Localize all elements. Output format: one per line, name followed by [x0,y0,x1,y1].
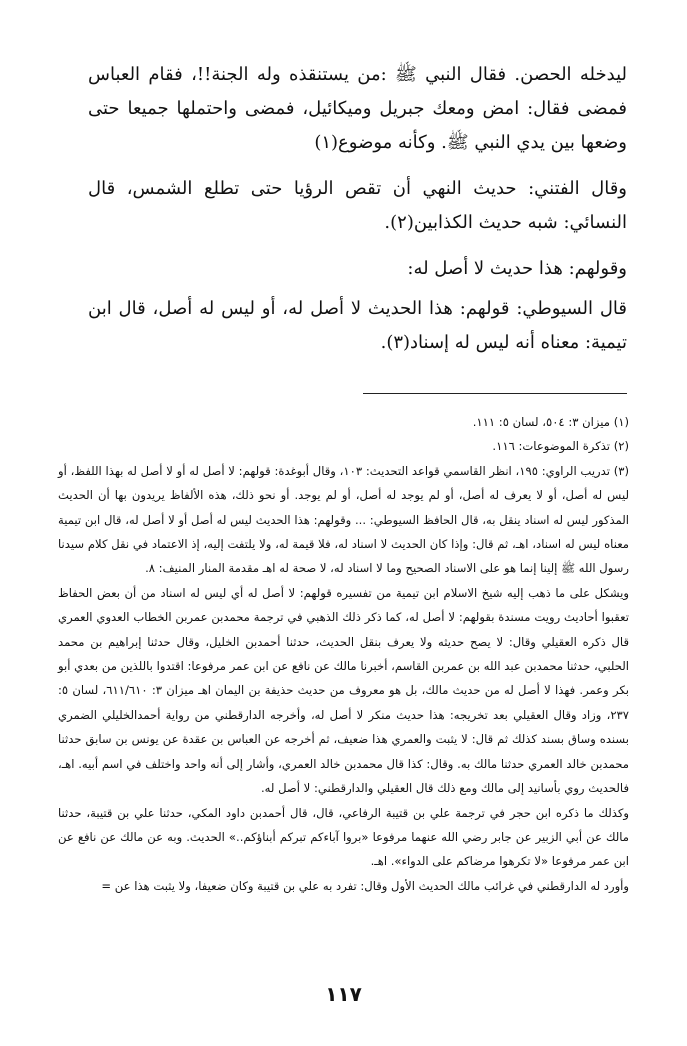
main-paragraph-1: ليدخله الحصن. فقال النبي ﷺ :من يستنقذه وله الجنة!!، فقام العباس فمضى فقال: امض ومعك جبريل وميكائيل، فمضى واحتملها جميعا حتى وضعها بين يدي النبي ﷺ. وكأنه موضوع(١) [88,64,627,153]
main-paragraph-3: وقولهم: هذا حديث لا أصل له: [407,258,627,279]
footnote-3-continued-2: وكذلك ما ذكره ابن حجر في ترجمة علي بن قتيبة الرفاعي، قال، قال أحمدبن داود المكي، حدثنا علي بن قتيبة، حدثنا مالك عن أبي الزبير عن جابر رضي الله عنهما مرفوعا «بروا آباءكم تبركم أبناؤكم..» الحديث. وبه عن مالك عن نافع عن ابن عمر مرفوعا «لا تكرهوا مرضاكم على الدواء». اهـ. [58,805,629,869]
footnote-1: (١) ميزان ٣: ٥٠٤، لسان ٥: ١١١. [472,415,629,429]
footnote-3-continued: ويشكل على ما ذهب إليه شيخ الاسلام ابن تيمية من تفسيره قولهم: لا أصل له أي ليس له اسناد من أن بعض الحفاظ تعقبوا أحاديث رويت مسندة بقولهم: لا أصل له، كما ذكر ذلك الذهبي في ترجمة محمدبن عمربن الخطاب العدوي العمري قال ذكره العقيلي وقال: لا يصح حديثه ولا يعرف بنقل الحديث، حدثنا أحمدبن الخليل، وقال حدثنا إبراهيم بن محمد الحلبي، حدثنا محمدبن عبد الله بن عمربن القاسم، أخبرنا مالك عن نافع عن ابن عمر مرفوعا: اقتدوا باللذين من بعدي أبو بكر وعمر. فهذا لا أصل له من حديث مالك، بل هو معروف من حديث حذيفة بن اليمان اهـ ميزان ٣: ٦١١/٦١٠، لسان ٥: ٢٣٧، وزاد وقال العقيلي بعد تخريجه: هذا حديث منكر لا أصل له، وأخرجه الدارقطني من رواية أحمدالخليلي الضمري بسنده وساق بسند كذلك ثم قال: لا يثبت والعمري هذا ضعيف، ثم أخرجه عن العباس بن عقدة عن يونس بن سابق حدثنا محمدبن خالد العمري حدثنا مالك به. وقال: كذا قال محمدبن خالد العمري، وأشار إلى أنه واحد واختلف في اسم أبيه. اهـ، فالحديث روي بأسانيد إلى مالك ومع ذلك قال العقيلي والدارقطني: لا أصل له. [58,585,629,796]
footnote-3-continued-3: وأورد له الدارقطني في غرائب مالك الحديث الأول وقال: تفرد به علي بن قتيبة وكان ضعيفا، ولا يثبت هذا عن = [101,878,629,893]
main-paragraph-2: وقال الفتني: حديث النهي أن تقص الرؤيا حتى تطلع الشمس، قال النسائي: شبه حديث الكذابين(٢). [88,178,627,233]
footnote-2: (٢) تذكرة الموضوعات: ١١٦. [492,439,629,454]
footnote-3: (٣) تدريب الراوي: ١٩٥، انظر القاسمي قواعد التحديث: ١٠٣، وقال أبوغدة: قولهم: لا أصل له أو لا أصل له بهذا اللفظ، أو ليس له أصل، أو لا يعرف له أصل، أو لم يوجد له أصل، أو لم يوجد. أو نحو ذلك، هذه الألفاظ يريدون بها أن الحديث المذكور ليس له اسناد ينقل به، قال الحافظ السيوطي: ... وقولهم: هذا الحديث ليس له أصل أو لا أصل له، قال ابن تيمية معناه ليس له اسناد، اهـ، ثم قال: وإذا كان الحديث لا اسناد له، فلا قيمة له، ولا يلتفت إليه، إذ الاعتماد في نقل كلام سيدنا رسول الله ﷺ إلينا إنما هو على الاسناد الصحيح وما لا اسناد له، لا صحة له اهـ مقدمة المنار المنيف: ٨. [58,463,629,576]
footnote-separator [363,393,627,394]
footnotes [58,410,629,898]
main-text [88,58,627,372]
page-number: ١١٧ [325,982,362,1006]
main-paragraph-4: قال السيوطي: قولهم: هذا الحديث لا أصل له، أو ليس له أصل، قال ابن تيمية: معناه أنه ليس له إسناد(٣). [88,298,627,353]
